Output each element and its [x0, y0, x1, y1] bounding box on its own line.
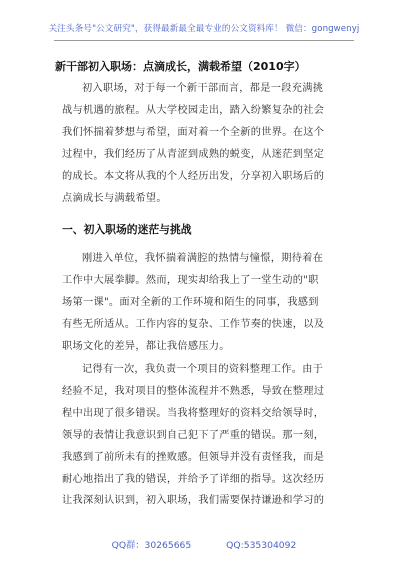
text-line: 经验不足，我对项目的整体流程并不熟悉，导致在整理过	[62, 385, 325, 397]
text-line: 工作中大展拳脚。然而，现实却给我上了一堂生动的"职	[62, 274, 319, 286]
text-line: 记得有一次，我负责一个项目的资料整理工作。由于	[82, 364, 324, 375]
text-line: 过程中，我们经历了从青涩到成熟的蜕变，从迷茫到坚定	[62, 148, 325, 160]
header-banner: 关注头条号"公文研究"，获得最新最全最专业的公文资料库！ 微信：gongwenyj	[48, 24, 360, 34]
text-line: 程中出现了很多错误。当我将整理好的资料交给领导时，	[62, 407, 325, 419]
qq-group-number: QQ群：30265665	[111, 540, 192, 551]
text-line: 场第一课"。面对全新的工作环境和陌生的同事，我感到	[62, 296, 319, 308]
body-paragraph-3	[62, 359, 352, 512]
text-line: 我感到了前所未有的挫败感。但领导并没有责怪我，而是	[62, 451, 325, 463]
text-line: 初入职场，对于每一个新干部而言，都是一段充满挑	[82, 83, 324, 94]
header-divider	[54, 40, 354, 41]
qq-contact-number: QQ:535304092	[226, 540, 297, 551]
text-line: 的成长。本文将从我的个人经历出发，分享初入职场后的	[62, 170, 325, 182]
section-heading: 一、初入职场的迷茫与挑战	[62, 223, 192, 236]
text-line: 战与机遇的旅程。从大学校园走出，踏入纷繁复杂的社会	[62, 104, 325, 116]
body-paragraph-2	[62, 248, 352, 358]
document-title: 新干部初入职场：点滴成长，满载希望（2010字）	[55, 60, 306, 73]
text-line: 点滴成长与满载希望。	[62, 192, 167, 204]
text-line: 让我深刻认识到，初入职场，我们需要保持谦逊和学习的	[62, 495, 325, 507]
text-line: 刚进入单位，我怀揣着满腔的热情与憧憬，期待着在	[82, 253, 324, 264]
text-line: 有些无所适从。工作内容的复杂、工作节奏的快速，以及	[62, 318, 325, 330]
text-line: 职场文化的差异，都让我倍感压力。	[62, 340, 230, 352]
text-line: 耐心地指出了我的错误，并给予了详细的指导。这次经历	[62, 473, 325, 485]
footer-contact	[0, 537, 408, 551]
intro-paragraph	[62, 78, 352, 209]
text-line: 领导的表情让我意识到自己犯下了严重的错误。那一刻，	[62, 429, 325, 441]
text-line: 我们怀揣着梦想与希望，面对着一个全新的世界。在这个	[62, 126, 325, 138]
